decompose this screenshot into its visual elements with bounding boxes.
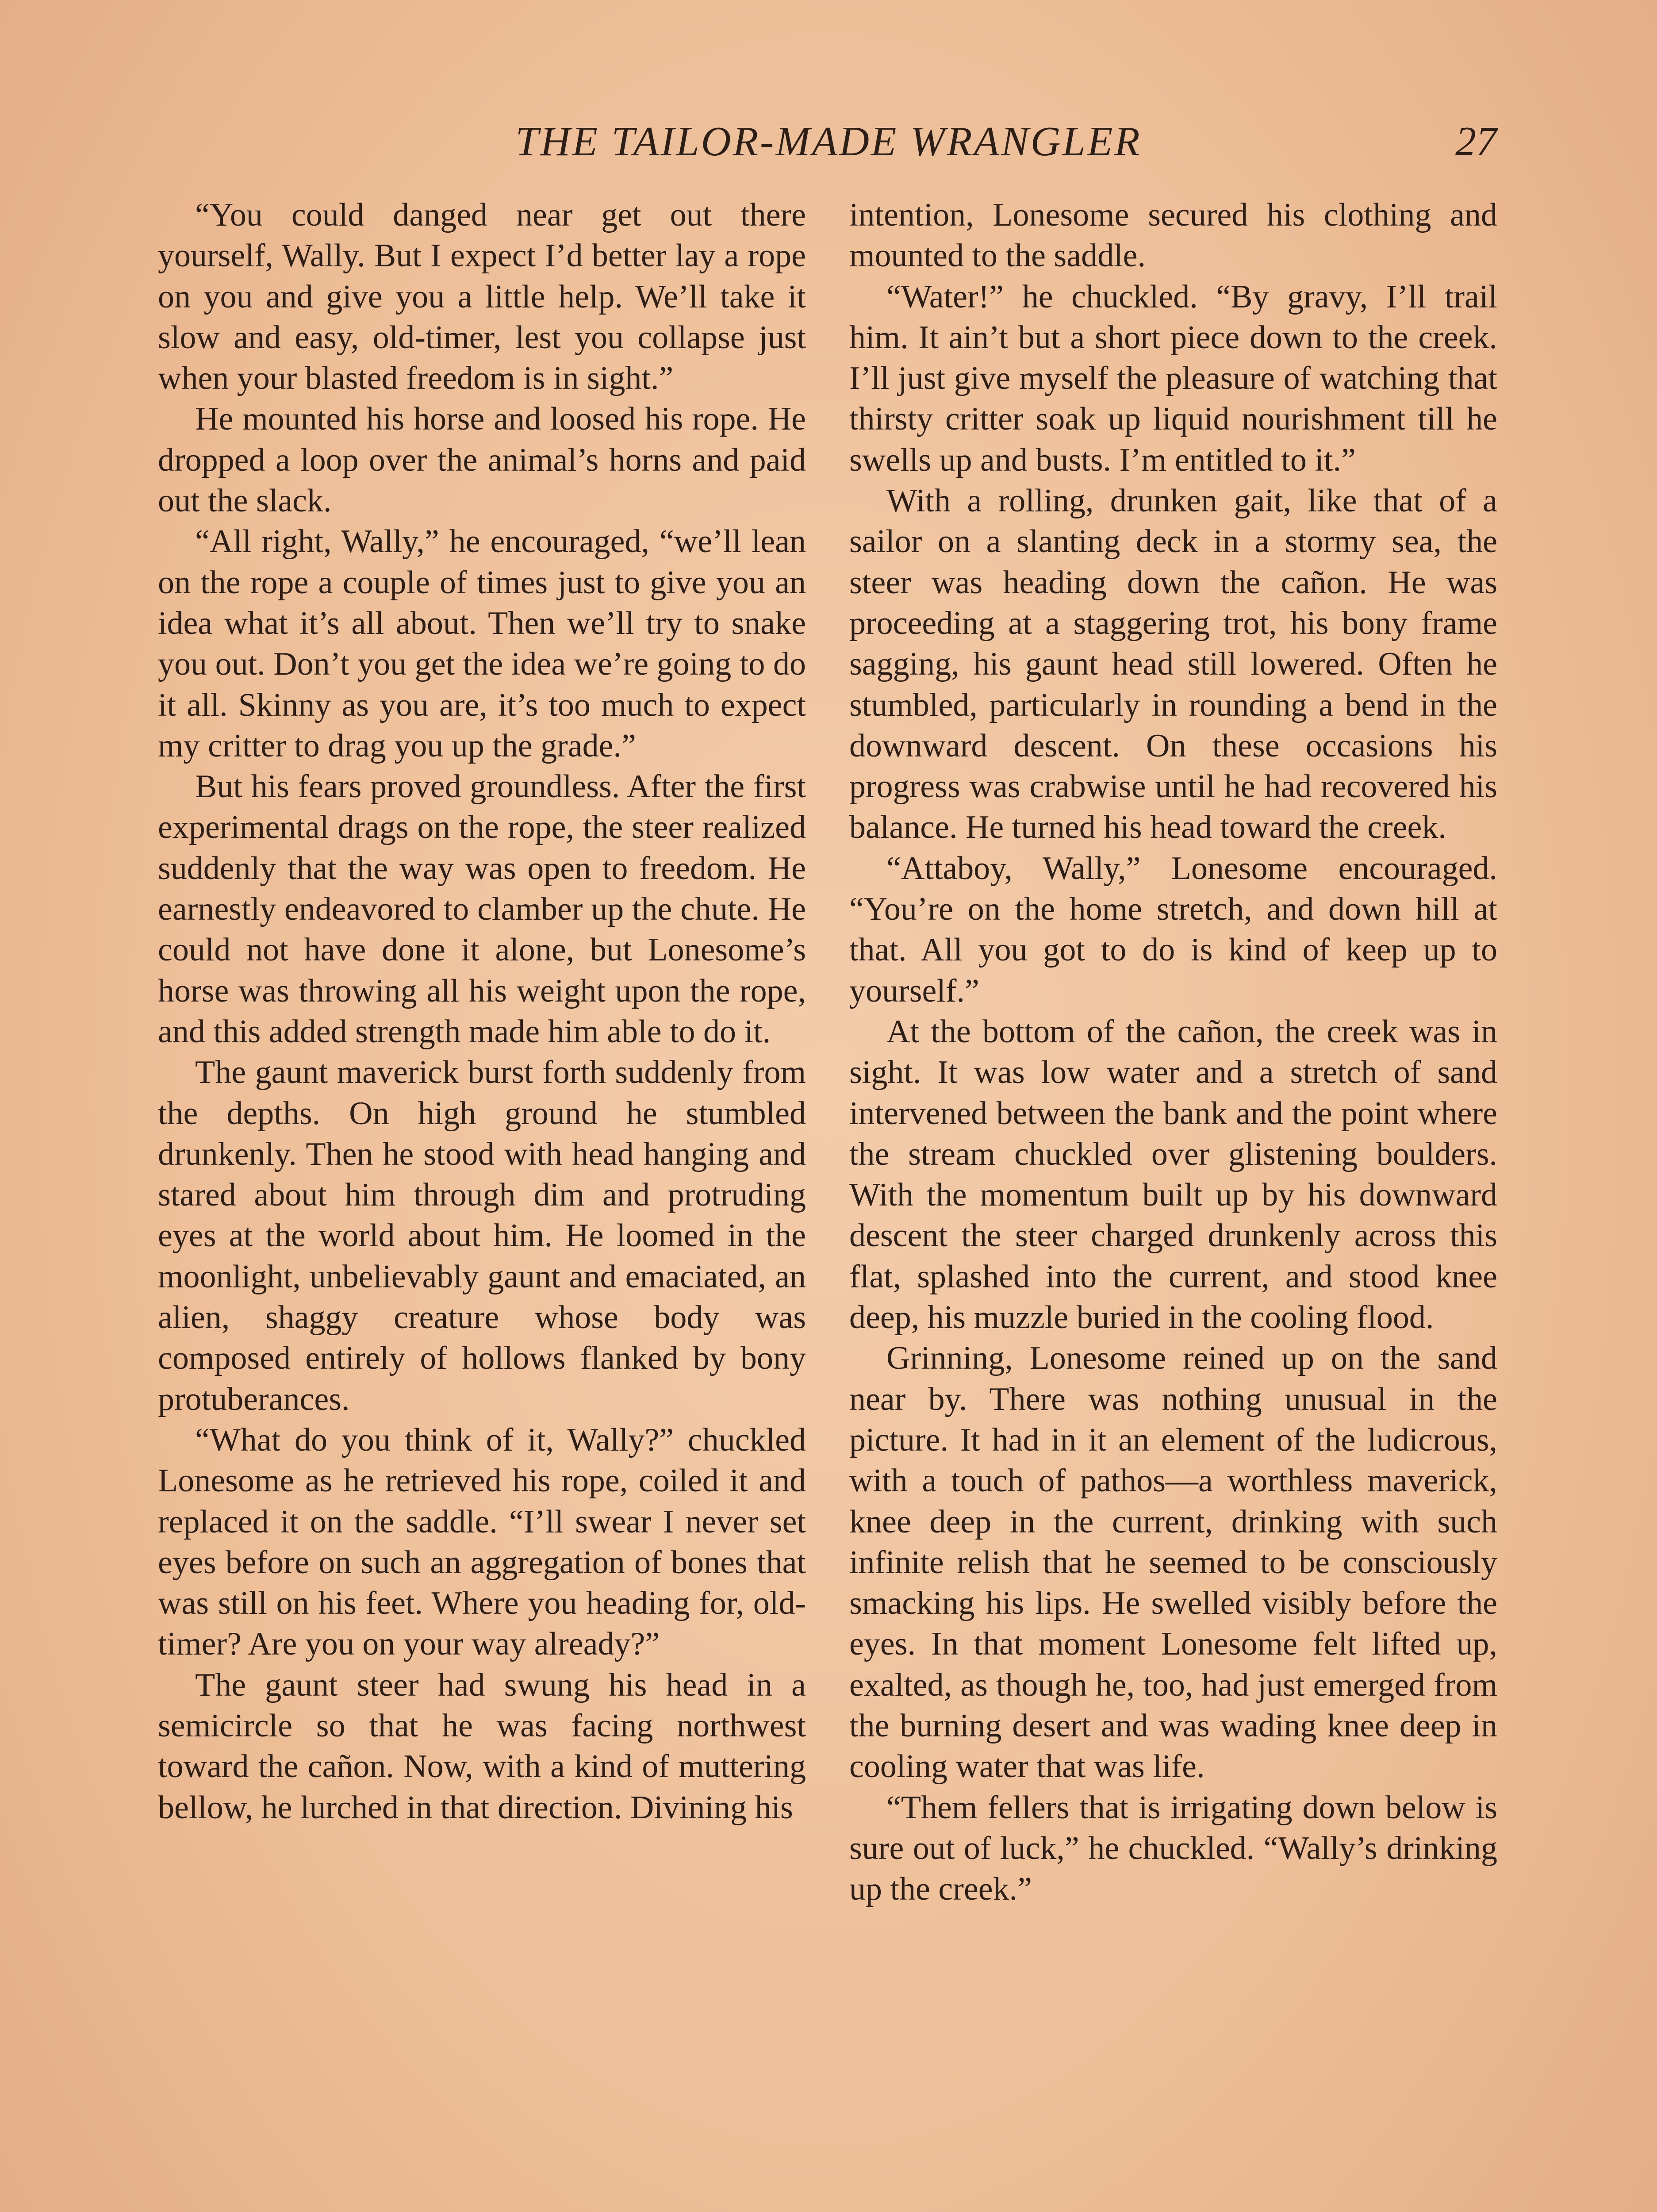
paragraph: But his fears proved groundless. After the first experimental drags on the rope, the steer realized suddenly that the way was open to freedom. He earnestly endeavored to clamber up the chute. He could not have done it alone, but Lonesome’s horse was throwing all his weight upon the rope, and this added strength made him able to do it. xyxy=(158,768,806,1050)
paragraph: At the bottom of the cañon, the creek was in sight. It was low water and a stretch of sand intervened between the bank and the point where the stream chuckled over glistening boulders. With the momentum built up by his downward descent the steer charged drunkenly across this flat, splashed into the current, and stood knee deep, his muzzle buried in the cooling flood. xyxy=(849,1013,1497,1336)
paragraph: “Them fellers that is irrigating down below is sure out of luck,” he chuckled. “Wally’s drinking up the creek.” xyxy=(849,1789,1497,1908)
page-number: 27 xyxy=(1455,119,1497,165)
paragraph: The gaunt steer had swung his head in a semicircle so that he was facing northwest toward the cañon. Now, with a kind of muttering bellow, he lurched in that direction. Divining his xyxy=(158,1667,806,1826)
paragraph: He mounted his horse and loosed his rope. He dropped a loop over the animal’s horns and paid out the slack. xyxy=(158,401,806,519)
paragraph: “Water!” he chuckled. “By gravy, I’ll trail him. It ain’t but a short piece down to the creek. I’ll just give myself the pleasure of watching that thirsty critter soak up liquid nourishment till he swells up and busts. I’m entitled to it.” xyxy=(849,278,1497,478)
page-header xyxy=(0,111,1657,173)
left-column xyxy=(158,195,806,1828)
paragraph: The gaunt maverick burst forth suddenly from the depths. On high ground he stumbled drunkenly. Then he stood with head hanging and stared about him through dim and protruding eyes at the world about him. He loomed in the moonlight, unbelievably gaunt and emaciated, an alien, shaggy creature whose body was composed entirely of hollows flanked by bony protuberances. xyxy=(158,1054,806,1417)
paragraph: “You could danged near get out there yourself, Wally. But I expect I’d better lay a rope on you and give you a little help. We’ll take it slow and easy, old-timer, lest you collapse just when your blasted freedom is in sight.” xyxy=(158,197,806,397)
paragraph: Grinning, Lonesome reined up on the sand near by. There was nothing unusual in the picture. It had in it an element of the ludicrous, with a touch of pathos—a worthless maverick, knee deep in the current, drinking with such infinite relish that he seemed to be consciously smacking his lips. He swelled visibly before the eyes. In that moment Lonesome felt lifted up, exalted, as though he, too, had just emerged from the burning desert and was wading knee deep in cooling water that was life. xyxy=(849,1340,1497,1785)
paragraph: “What do you think of it, Wally?” chuckled Lonesome as he retrieved his rope, coiled it and replaced it on the saddle. “I’ll swear I never set eyes before on such an aggregation of bones that was still on his feet. Where you heading for, old-timer? Are you on your way already?” xyxy=(158,1421,806,1663)
running-title: THE TAILOR-MADE WRANGLER xyxy=(515,119,1142,165)
paragraph-continued: intention, Lonesome secured his clothing and mounted to the saddle. xyxy=(849,197,1497,274)
paragraph: With a rolling, drunken gait, like that of a sailor on a slanting deck in a stormy sea, the steer was heading down the cañon. He was proceeding at a staggering trot, his bony frame sagging, his gaunt head still lowered. Often he stumbled, particularly in rounding a bend in the downward descent. On these occasions his progress was crabwise until he had recovered his balance. He turned his head toward the creek. xyxy=(849,483,1497,846)
paragraph: “Attaboy, Wally,” Lonesome encouraged. “You’re on the home stretch, and down hill at that. All you got to do is kind of keep up to yourself.” xyxy=(849,850,1497,1009)
right-column xyxy=(849,195,1497,1909)
paragraph: “All right, Wally,” he encouraged, “we’ll lean on the rope a couple of times just to give you an idea what it’s all about. Then we’ll try to snake you out. Don’t you get the idea we’re going to do it all. Skinny as you are, it’s too much to expect my critter to drag you up the grade.” xyxy=(158,523,806,764)
